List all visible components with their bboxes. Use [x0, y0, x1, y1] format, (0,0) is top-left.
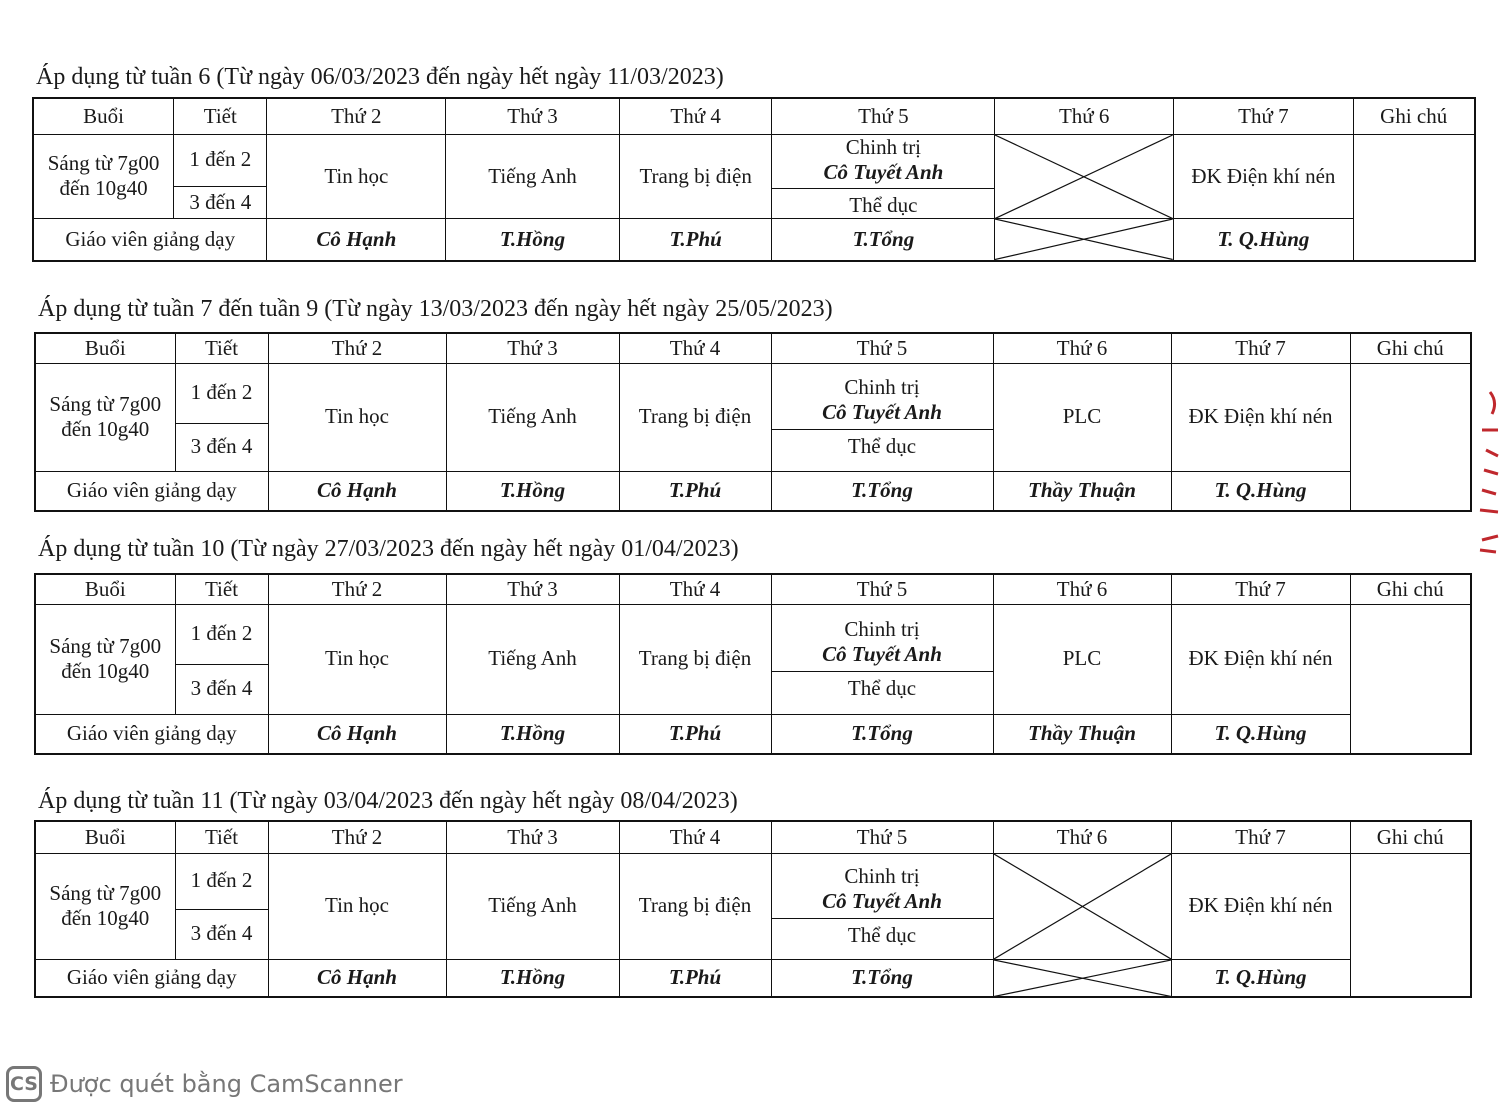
header-day: Thứ 2: [267, 98, 446, 134]
subject-cell: Trang bị điện: [619, 853, 771, 959]
red-stamp-fragment: [1472, 390, 1500, 560]
header-day: Thứ 4: [619, 574, 771, 604]
timetable: [34, 573, 1472, 755]
header-day: Thứ 3: [446, 98, 620, 134]
teacher-row-label: Giáo viên giảng dạy: [35, 959, 268, 997]
schedule-title: Áp dụng từ tuần 6 (Từ ngày 06/03/2023 đến ngày hết ngày 11/03/2023): [36, 64, 724, 90]
period-label: 1 đến 2: [175, 853, 268, 909]
teacher-cell: T.Phú: [619, 959, 771, 997]
header-tiet: Tiết: [175, 821, 268, 853]
header-day: Thứ 2: [268, 821, 446, 853]
subject-cell-thu5: [771, 853, 993, 959]
teacher-cell: T. Q.Hùng: [1171, 959, 1350, 997]
schedule-title: Áp dụng từ tuần 10 (Từ ngày 27/03/2023 đến ngày hết ngày 01/04/2023): [38, 536, 739, 562]
header-day: Thứ 6: [993, 333, 1171, 363]
subject-teacher: Cô Tuyết Anh: [822, 642, 942, 667]
teacher-cell: T.Hồng: [446, 959, 619, 997]
header-day: Thứ 5: [772, 98, 995, 134]
subject-teacher: Cô Tuyết Anh: [822, 889, 942, 914]
header-day: Thứ 5: [771, 333, 993, 363]
subject-cell-thu5: [772, 134, 995, 219]
session-label: Sáng từ 7g00 đến 10g40: [35, 853, 175, 959]
period-label: 1 đến 2: [175, 363, 268, 423]
note-cell: [1350, 853, 1471, 997]
header-tiet: Tiết: [175, 574, 268, 604]
subject-name: Chinh trị: [844, 864, 920, 889]
teacher-cell: Cô Hạnh: [267, 219, 446, 261]
teacher-cell: Thầy Thuận: [993, 714, 1171, 754]
period-label: 3 đến 4: [175, 423, 268, 471]
teacher-cell: T.Tổng: [771, 959, 993, 997]
no-class-cell: [995, 134, 1174, 219]
header-tiet: Tiết: [175, 333, 268, 363]
subject-cell: ĐK Điện khí nén: [1171, 853, 1350, 959]
timetable: [34, 820, 1472, 998]
header-note: Ghi chú: [1353, 98, 1475, 134]
physical-ed-class: Thể dục: [849, 192, 918, 217]
header-day: Thứ 3: [446, 821, 619, 853]
teacher-cell: T.Tổng: [771, 714, 993, 754]
physical-ed-class: Thể dục: [847, 922, 917, 947]
teacher-row-label: Giáo viên giảng dạy: [35, 471, 268, 511]
teacher-cell: T.Phú: [619, 714, 771, 754]
period-label: 3 đến 4: [175, 909, 268, 959]
header-buoi: Buổi: [35, 574, 175, 604]
header-note: Ghi chú: [1350, 574, 1471, 604]
teacher-cell: Cô Hạnh: [268, 714, 446, 754]
politics-class: [772, 864, 993, 918]
header-day: Thứ 2: [268, 574, 446, 604]
subject-name: Chinh trị: [844, 375, 920, 400]
header-day: Thứ 4: [619, 821, 771, 853]
header-day: Thứ 3: [446, 333, 619, 363]
subject-cell-thu5: [771, 604, 993, 714]
teacher-cell: T.Hồng: [446, 471, 619, 511]
subject-cell: Tin học: [268, 363, 446, 471]
politics-class: [772, 135, 994, 189]
teacher-cell: Cô Hạnh: [268, 471, 446, 511]
teacher-cell: T.Hồng: [446, 219, 620, 261]
period-label: 3 đến 4: [174, 186, 267, 219]
header-note: Ghi chú: [1350, 333, 1471, 363]
header-day: Thứ 6: [993, 821, 1171, 853]
politics-class: [772, 617, 993, 671]
teacher-cell: T.Tổng: [772, 219, 995, 261]
subject-cell: Tin học: [268, 853, 446, 959]
teacher-cell: T.Phú: [619, 471, 771, 511]
politics-class: [772, 375, 993, 429]
physical-ed-class: Thể dục: [847, 675, 917, 700]
header-day: Thứ 7: [1171, 574, 1350, 604]
teacher-cell: Thầy Thuận: [993, 471, 1171, 511]
teacher-row-label: Giáo viên giảng dạy: [35, 714, 268, 754]
no-teacher-cell: [995, 219, 1174, 261]
header-tiet: Tiết: [174, 98, 267, 134]
subject-cell: Tiếng Anh: [446, 604, 619, 714]
header-buoi: Buổi: [33, 98, 174, 134]
teacher-cell: T.Tổng: [771, 471, 993, 511]
subject-cell: ĐK Điện khí nén: [1171, 363, 1350, 471]
subject-name: Chinh trị: [844, 617, 920, 642]
session-label: Sáng từ 7g00 đến 10g40: [35, 363, 175, 471]
header-day: Thứ 4: [619, 98, 772, 134]
period-label: 3 đến 4: [175, 664, 268, 714]
header-day: Thứ 7: [1171, 821, 1350, 853]
teacher-cell: T.Phú: [619, 219, 772, 261]
header-buoi: Buổi: [35, 821, 175, 853]
subject-cell: PLC: [993, 363, 1171, 471]
timetable: [34, 332, 1472, 512]
header-day: Thứ 6: [993, 574, 1171, 604]
physical-ed-class: Thể dục: [847, 433, 917, 458]
teacher-cell: T.Hồng: [446, 714, 619, 754]
teacher-cell: T. Q.Hùng: [1174, 219, 1354, 261]
note-cell: [1350, 604, 1471, 754]
no-teacher-cell: [993, 959, 1171, 997]
no-class-cell: [993, 853, 1171, 959]
period-label: 1 đến 2: [174, 134, 267, 186]
subject-cell: Tin học: [268, 604, 446, 714]
subject-cell: ĐK Điện khí nén: [1174, 134, 1354, 219]
teacher-cell: Cô Hạnh: [268, 959, 446, 997]
subject-cell: Trang bị điện: [619, 604, 771, 714]
teacher-row-label: Giáo viên giảng dạy: [33, 219, 267, 261]
period-label: 1 đến 2: [175, 604, 268, 664]
teacher-cell: T. Q.Hùng: [1171, 471, 1350, 511]
schedule-title: Áp dụng từ tuần 11 (Từ ngày 03/04/2023 đến ngày hết ngày 08/04/2023): [38, 788, 738, 814]
header-day: Thứ 5: [771, 574, 993, 604]
subject-cell: ĐK Điện khí nén: [1171, 604, 1350, 714]
subject-cell: Tiếng Anh: [446, 853, 619, 959]
watermark-text: Được quét bằng CamScanner: [50, 1070, 403, 1098]
subject-cell: Tiếng Anh: [446, 134, 620, 219]
subject-cell: Tiếng Anh: [446, 363, 619, 471]
header-day: Thứ 3: [446, 574, 619, 604]
subject-teacher: Cô Tuyết Anh: [822, 400, 942, 425]
schedule-title: Áp dụng từ tuần 7 đến tuần 9 (Từ ngày 13/03/2023 đến ngày hết ngày 25/05/2023): [38, 296, 833, 322]
header-day: Thứ 2: [268, 333, 446, 363]
header-note: Ghi chú: [1350, 821, 1471, 853]
timetable: [32, 97, 1476, 262]
subject-cell: Trang bị điện: [619, 363, 771, 471]
note-cell: [1350, 363, 1471, 511]
subject-teacher: Cô Tuyết Anh: [823, 159, 944, 184]
header-buoi: Buổi: [35, 333, 175, 363]
header-day: Thứ 4: [619, 333, 771, 363]
header-day: Thứ 7: [1174, 98, 1354, 134]
camscanner-logo: CS: [6, 1066, 42, 1102]
subject-cell: Trang bị điện: [619, 134, 772, 219]
subject-cell: PLC: [993, 604, 1171, 714]
session-label: Sáng từ 7g00 đến 10g40: [33, 134, 174, 219]
subject-cell: Tin học: [267, 134, 446, 219]
header-day: Thứ 7: [1171, 333, 1350, 363]
session-label: Sáng từ 7g00 đến 10g40: [35, 604, 175, 714]
scanner-watermark: [6, 1066, 403, 1102]
teacher-cell: T. Q.Hùng: [1171, 714, 1350, 754]
header-day: Thứ 6: [995, 98, 1174, 134]
header-day: Thứ 5: [771, 821, 993, 853]
subject-name: Chinh trị: [845, 134, 922, 159]
note-cell: [1353, 134, 1475, 261]
subject-cell-thu5: [771, 363, 993, 471]
